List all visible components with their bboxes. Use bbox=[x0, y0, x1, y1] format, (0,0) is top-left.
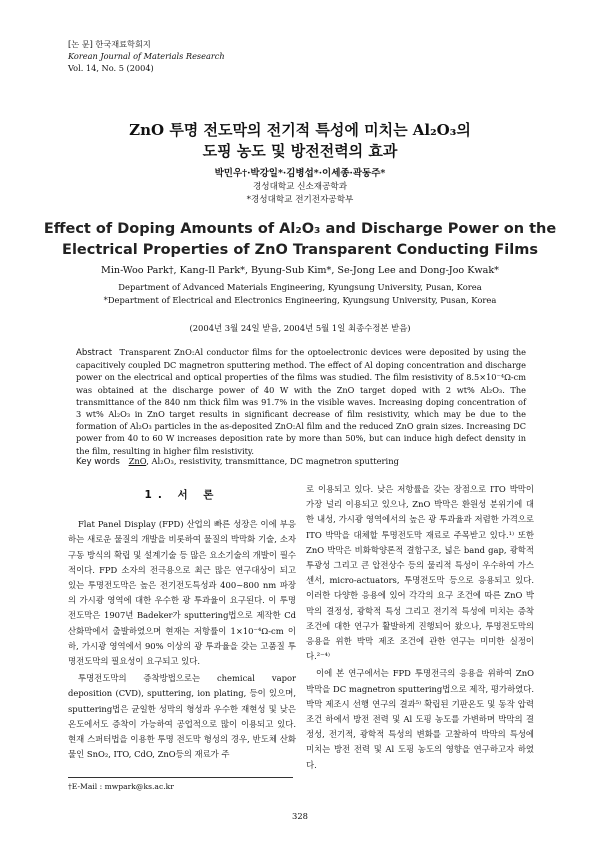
abstract bbox=[76, 346, 526, 457]
paragraph: 로 이용되고 있다. 낮은 저항률을 갖는 장점으로 ITO 박막이 가장 널리 이용되고 있으나, ZnO 박막은 환원성 분위기에 대한 내성, 가시광 영역에서의 높은 광 투과율과 저렴한 가격으로 ITO 박막을 대체할 투명전도막 재료로 주목받고 있다.¹⁾ 또한 ZnO 박막은 비화학양론적 결함구조, 넓은 band gap, 광학적 투광성 그리고 큰 압전상수 등의 물리적 특성이 우수하여 가스센서, micro-actuators, 투명전도막 등으로 응용되고 있다. 이러한 다양한 응용에 있어 각각의 요구 조건에 따른 ZnO 박막의 결정성, 광학적 특성 그리고 전기적 특성에 미치는 증착 조건에 대한 연구가 활발하게 진행되어 왔으나, 투명전도막의 응용을 위한 박막 제조 조건에 관한 연구는 미미한 실정이다.²⁻⁴⁾ bbox=[306, 484, 534, 662]
affiliation-english-line1: Department of Advanced Materials Engineering, Kyungsung University, Pusan, Korea bbox=[118, 282, 482, 292]
page-number: 328 bbox=[292, 811, 308, 821]
received-dates: (2004년 3월 24일 받음, 2004년 5월 1일 최종수정본 받음) bbox=[189, 323, 411, 333]
journal-line-en: Korean Journal of Materials Research bbox=[68, 51, 225, 61]
column-left bbox=[68, 482, 296, 762]
paragraph: Flat Panel Display (FPD) 산업의 빠른 성장은 이에 부응하는 새로운 물질의 개발을 비롯하여 물질의 박막화 기술, 소자 구동 방식의 확립 및 설계기술 등 많은 요소기술의 개발이 필수적이다. FPD 소자의 전극용으로 최근 많은 연구대상이 되고 있는 투명전도막은 높은 전기전도특성과 400~800 nm 파장의 가시광 영역에 대한 우수한 광 투과율이 요구된다. 이 투명전도막은 1907년 Badeker가 sputtering법으로 제작한 Cd 산화막에서 출발하였으며 현재는 저항률이 1×10⁻⁴Ω-cm 이하, 가시광 영역에서 90% 이상의 광 투과율을 갖는 고품질 투명전도막의 필요성이 요구되고 있다. bbox=[68, 519, 296, 667]
title-korean bbox=[0, 120, 600, 162]
title-korean-line1: ZnO 투명 전도막의 전기적 특성에 미치는 Al₂O₃의 bbox=[129, 121, 471, 139]
affiliation-korean bbox=[0, 181, 600, 207]
paragraph: 이에 본 연구에서는 FPD 투명전극의 응용을 위하여 ZnO 박막을 DC magnetron sputtering법으로 제작, 평가하였다. 박막 제조시 선행 연구의 결과⁵⁾ 확립된 기판온도 및 동작 압력 조건 하에서 방전 전력 및 Al 도핑 농도를 가변하며 박막의 결정성, 전기적, 광학적 특성의 변화를 고찰하여 박막의 특성에 미치는 방전 전력 및 Al 도핑 농도의 영향을 연구하고자 하였다. bbox=[306, 668, 534, 770]
keywords bbox=[76, 456, 526, 467]
keywords-label: Key words bbox=[76, 457, 120, 467]
section-heading: 1. 서 론 bbox=[144, 489, 220, 501]
authors-english: Min-Woo Park†, Kang-Il Park*, Byung-Sub Kim*, Se-Jong Lee and Dong-Joo Kwak* bbox=[101, 265, 499, 276]
journal-line-kr: [논 문] 한국재료학회지 bbox=[68, 39, 151, 49]
authors-korean: 박민우†·박강일*·김병섭*·이세종·곽동주* bbox=[214, 168, 386, 179]
footnote-email: †E-Mail : mwpark@ks.ac.kr bbox=[68, 782, 174, 791]
title-english bbox=[0, 219, 600, 261]
title-english-line1: Effect of Doping Amounts of Al₂O₃ and Discharge Power on the bbox=[43, 221, 557, 237]
column-right bbox=[306, 482, 534, 773]
paragraph: 투명전도막의 증착방법으로는 chemical vapor deposition (CVD), sputtering, ion plating, 등이 있으며, sputtering법은 균일한 성막의 형성과 우수한 재현성 및 낮은 온도에서도 증착이 가능하여 공업적으로 많이 이용되고 있다. 현재 스퍼터법을 이용한 투명 전도막 형성의 경우, 반도체 산화물인 SnO₂, ITO, CdO, ZnO등의 재료가 주 bbox=[68, 673, 296, 760]
affiliation-english bbox=[0, 281, 600, 307]
abstract-label: Abstract bbox=[76, 348, 113, 358]
journal-volume: Vol. 14, No. 5 (2004) bbox=[68, 63, 154, 73]
footnote-divider bbox=[68, 777, 293, 778]
title-english-line2: Electrical Properties of ZnO Transparent Conducting Films bbox=[62, 242, 538, 258]
affiliation-english-line2: *Department of Electrical and Electronics Engineering, Kyungsung University, Pusan, Korea bbox=[103, 295, 497, 305]
keyword-first: ZnO bbox=[128, 456, 147, 466]
title-korean-line2: 도핑 농도 및 방전전력의 효과 bbox=[202, 142, 398, 160]
abstract-text: Transparent ZnO:Al conductor films for the optoelectronic devices were deposited by using the capacitively coupled DC magnetron sputtering method. The effect of Al doping concentration and discharge power on the electrical and optical properties of the films was studied. The film resistivity of 8.5×10⁻⁴Ω-cm was obtained at the discharge power of 40 W with the ZnO target doped with 2 wt% Al₂O₃. The transmittance of the 840 nm thick film was 91.7% in the visible waves. Increasing doping concentration of 3 wt% Al₂O₃ in ZnO target results in significant decrease of film resistivity, which may be due to the formation of Al₂O₃ particles in the as-deposited ZnO:Al film and the reduced ZnO grain sizes. Increasing DC power from 40 to 60 W increases deposition rate by more than 50%, but can induce high defect density in the film, resulting in higher film resistivity. bbox=[76, 347, 526, 456]
affiliation-korean-line2: *경성대학교 전기전자공학부 bbox=[246, 195, 354, 205]
journal-header bbox=[68, 38, 225, 74]
affiliation-korean-line1: 경성대학교 신소재공학과 bbox=[252, 182, 348, 192]
keywords-rest: , Al₂O₃, resistivity, transmittance, DC magnetron sputtering bbox=[146, 456, 399, 466]
